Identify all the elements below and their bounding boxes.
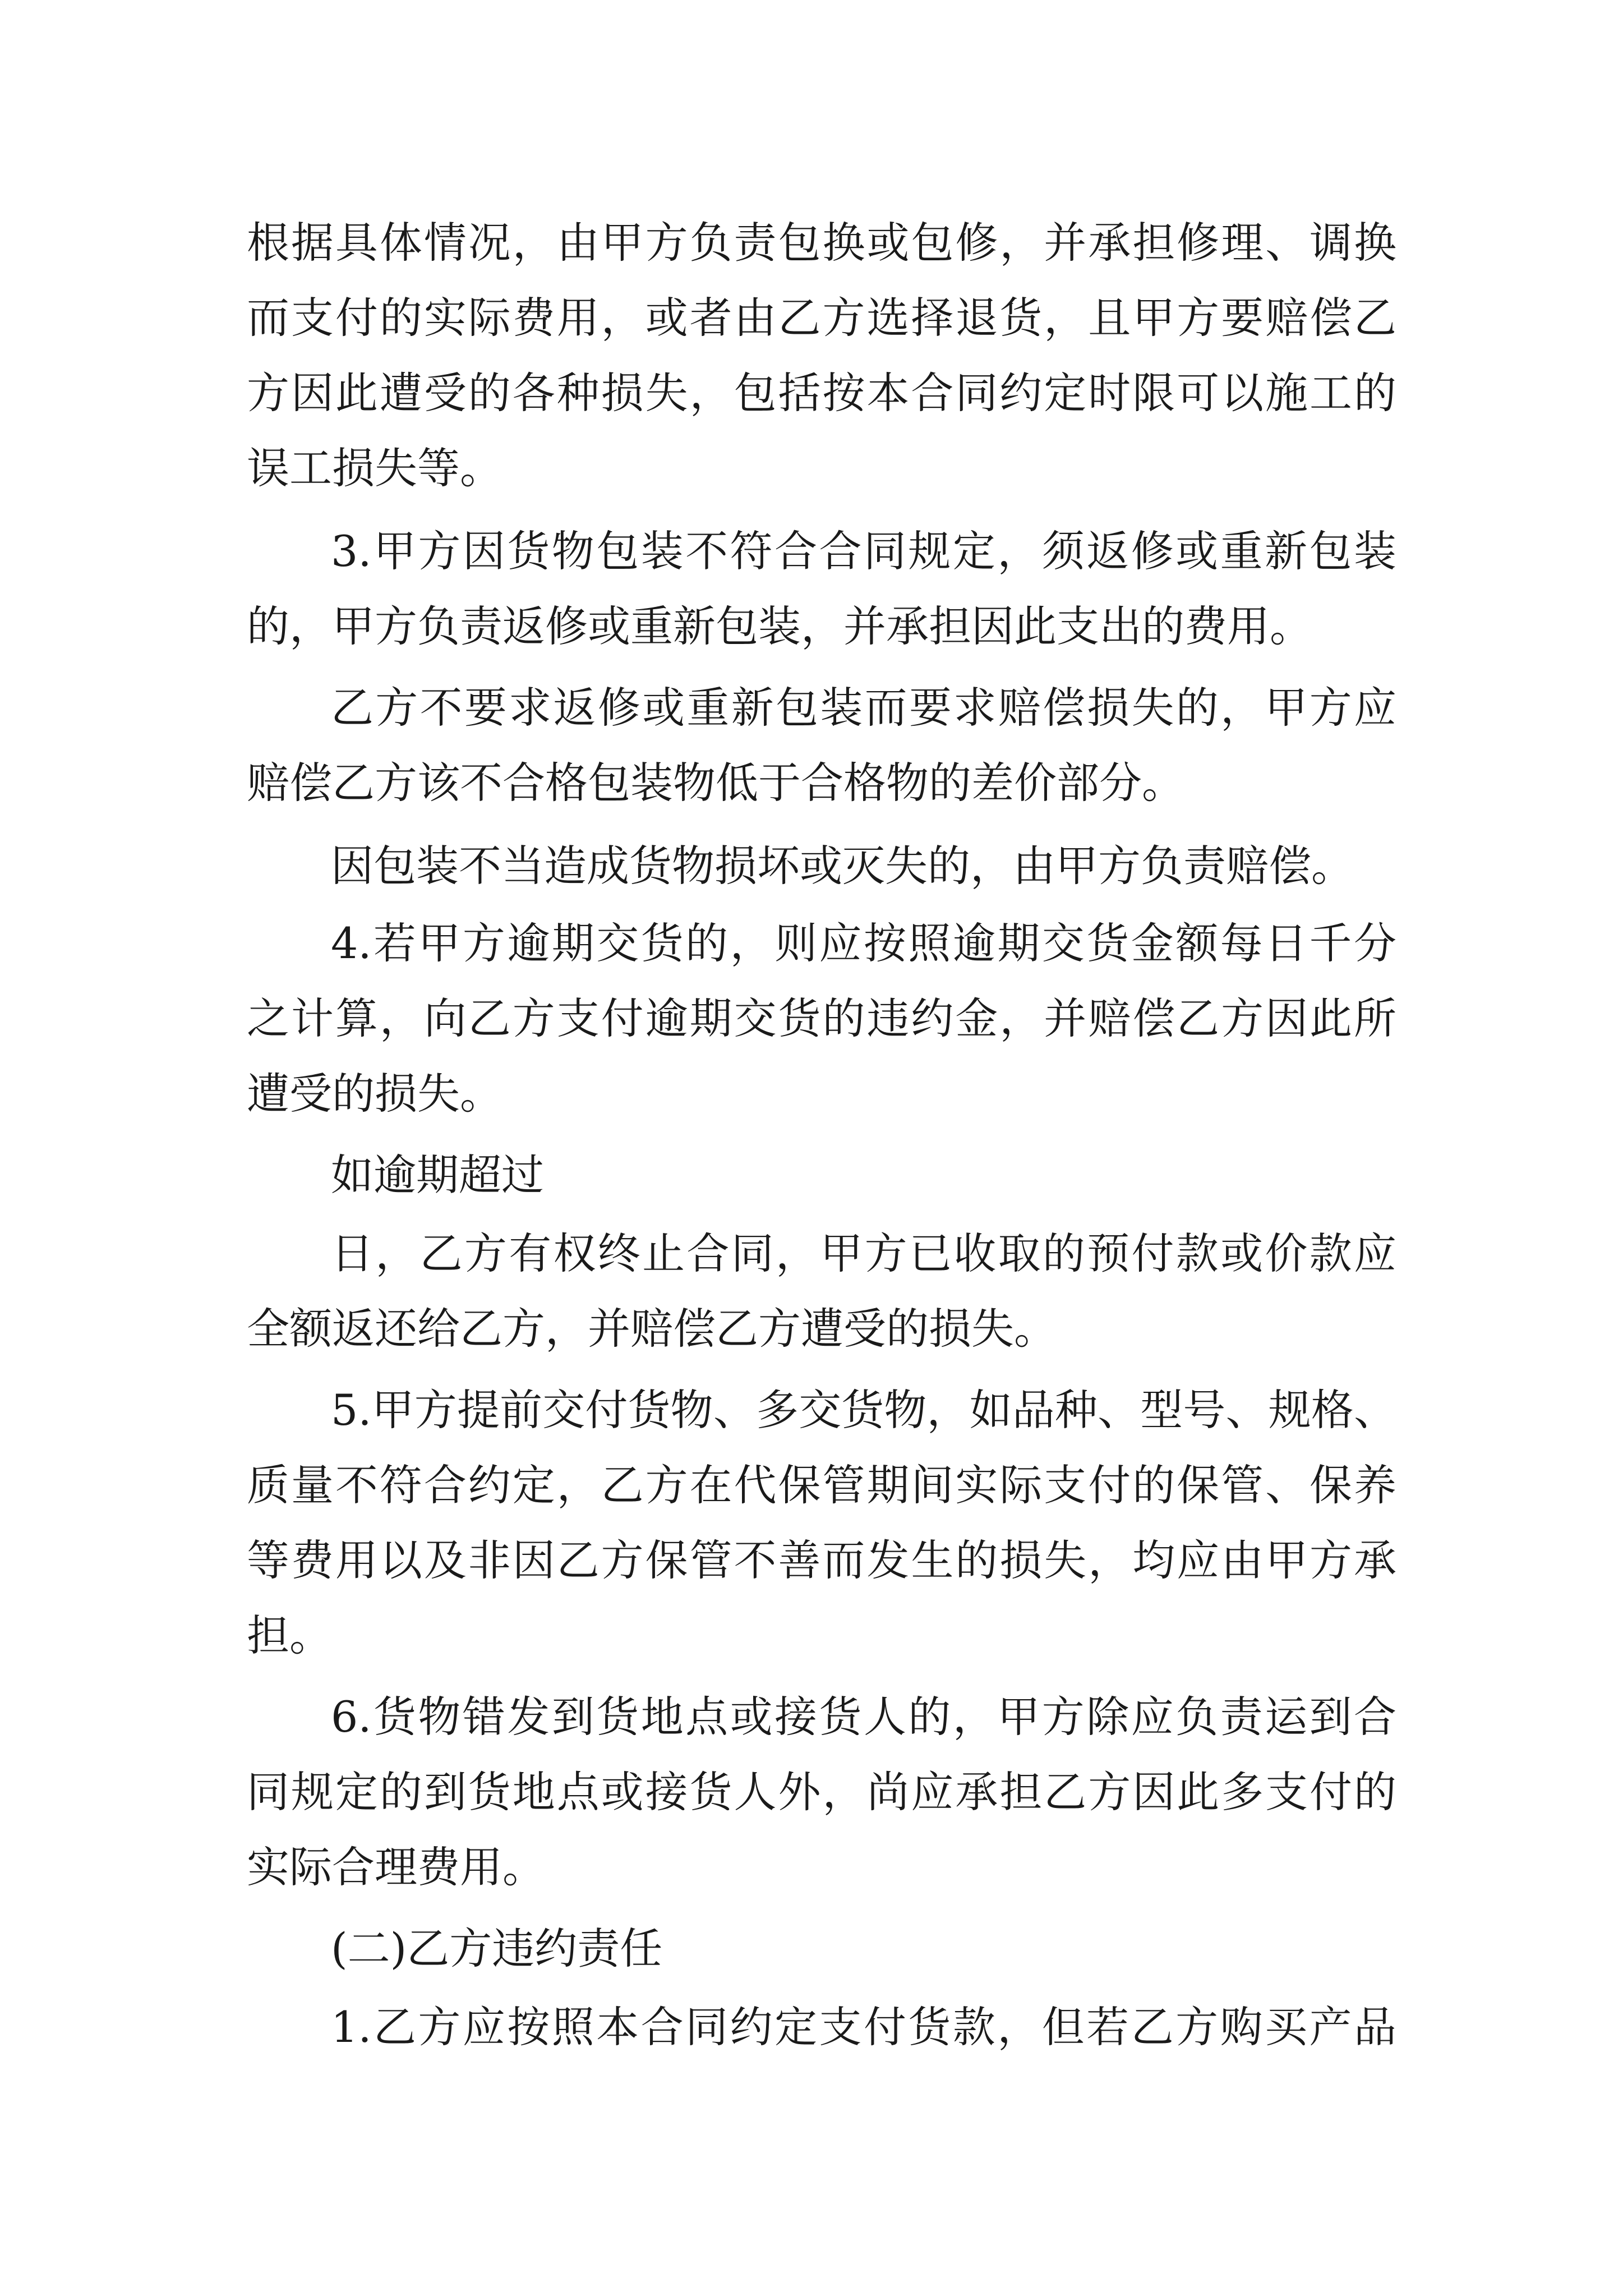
text-line: 全额返还给乙方，并赔偿乙方遭受的损失。 [247,1304,1057,1354]
text-line: 之计算，向乙方支付逾期交货的违约金，并赔偿乙方因此所 [247,993,1396,1043]
text-line: 同规定的到货地点或接货人外，尚应承担乙方因此多支付的 [247,1767,1396,1817]
text-line: 6.货物错发到货地点或接货人的，甲方除应负责运到合 [331,1692,1396,1742]
text-line: 误工损失等。 [247,443,502,493]
text-line: 方因此遭受的各种损失，包括按本合同约定时限可以施工的 [247,368,1396,418]
text-line: 乙方不要求返修或重新包装而要求赔偿损失的，甲方应 [331,683,1396,733]
text-line: 根据具体情况，由甲方负责包换或包修，并承担修理、调换 [247,218,1396,268]
text-line: 担。 [247,1611,332,1660]
text-line: 等费用以及非因乙方保管不善而发生的损失，均应由甲方承 [247,1535,1396,1585]
text-line: 如逾期超过 [331,1150,544,1200]
section-heading: (二)乙方违约责任 [331,1924,663,1973]
text-line: 遭受的损失。 [247,1069,502,1119]
text-line: 赔偿乙方该不合格包装物低于合格物的差价部分。 [247,758,1184,808]
text-line: 4.若甲方逾期交货的，则应按照逾期交货金额每日千分 [331,918,1396,968]
text-line: 的，甲方负责返修或重新包装，并承担因此支出的费用。 [247,601,1312,651]
text-line: 而支付的实际费用，或者由乙方选择退货，且甲方要赔偿乙 [247,293,1396,343]
text-line: 质量不符合约定，乙方在代保管期间实际支付的保管、保养 [247,1460,1396,1510]
text-line: 因包装不当造成货物损坏或灭失的，由甲方负责赔偿。 [331,841,1354,891]
text-line: 1.乙方应按照本合同约定支付货款，但若乙方购买产品 [331,2002,1396,2052]
text-line: 日，乙方有权终止合同，甲方已收取的预付款或价款应 [331,1228,1396,1278]
text-line: 3.甲方因货物包装不符合合同规定，须返修或重新包装 [331,526,1396,576]
text-line: 实际合理费用。 [247,1842,545,1892]
text-line: 5.甲方提前交付货物、多交货物，如品种、型号、规格、 [331,1385,1396,1435]
